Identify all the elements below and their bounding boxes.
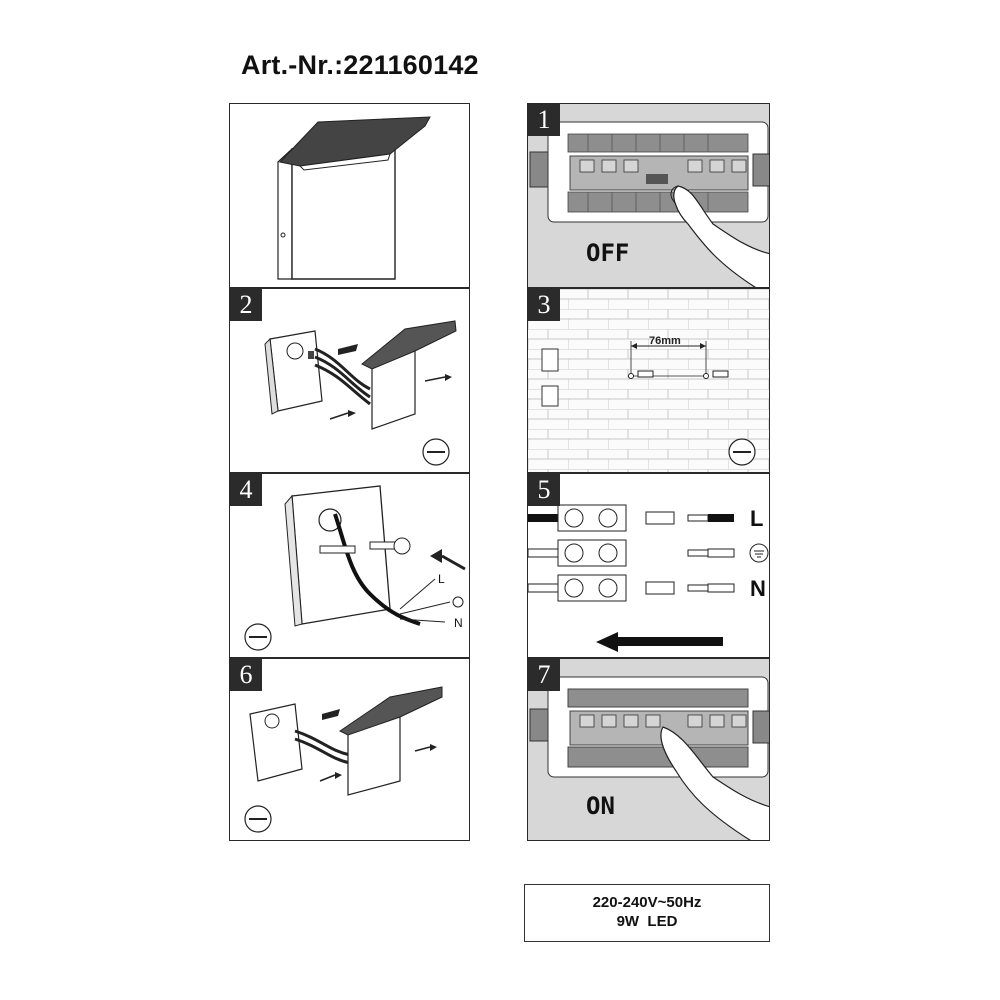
remove-cover-illustration xyxy=(230,289,470,473)
step-number-badge: 2 xyxy=(230,289,262,321)
breaker-off-illustration xyxy=(528,104,770,288)
power-spec: 9W LED xyxy=(616,913,678,930)
step-4-panel xyxy=(229,473,470,658)
step-6-panel xyxy=(229,658,470,841)
on-label: ON xyxy=(586,792,615,820)
product-overview-panel xyxy=(229,103,470,288)
lamp-illustration xyxy=(230,104,470,288)
spec-box xyxy=(524,884,770,942)
wire-label-l: L xyxy=(438,572,445,586)
terminal-label-n: N xyxy=(750,576,766,601)
step-number-badge: 1 xyxy=(528,104,560,136)
step-number-badge: 6 xyxy=(230,659,262,691)
step-number-badge: 3 xyxy=(528,289,560,321)
step-number-badge: 7 xyxy=(528,659,560,691)
step-number-badge: 4 xyxy=(230,474,262,506)
terminal-label-l: L xyxy=(750,506,764,531)
mount-base-illustration xyxy=(230,474,470,658)
step-3-panel xyxy=(527,288,770,473)
reattach-cover-illustration xyxy=(230,659,470,841)
step-7-panel xyxy=(527,658,770,841)
off-label: OFF xyxy=(586,239,630,267)
article-number: Art.-Nr.:221160142 xyxy=(241,50,479,80)
breaker-on-illustration xyxy=(528,659,770,841)
wire-label-n: N xyxy=(454,616,463,630)
step-5-panel xyxy=(527,473,770,658)
step-2-panel xyxy=(229,288,470,473)
wall-drilling-illustration xyxy=(528,289,770,473)
step-1-panel xyxy=(527,103,770,288)
drill-distance-label: 76mm xyxy=(649,335,681,347)
wiring-terminals-illustration xyxy=(528,474,770,658)
step-number-badge: 5 xyxy=(528,474,560,506)
voltage-spec: 220-240V~50Hz xyxy=(592,894,702,911)
